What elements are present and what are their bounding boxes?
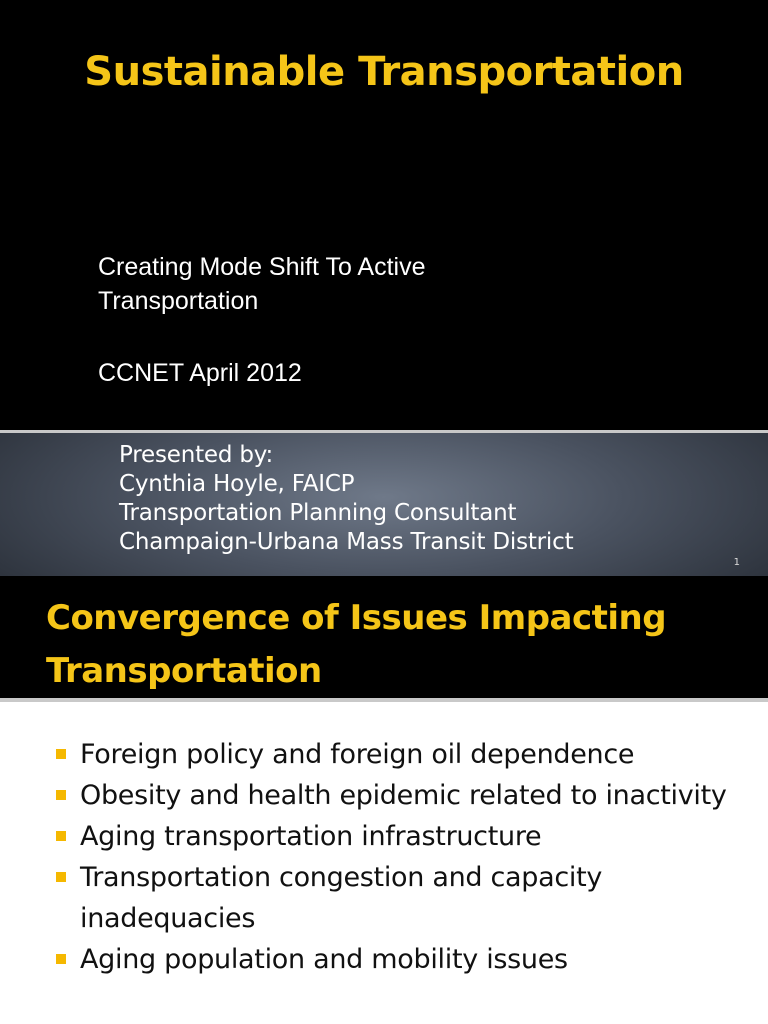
square-bullet-icon <box>56 872 66 882</box>
bullet-list <box>54 734 754 980</box>
presenter-line: Transportation Planning Consultant <box>119 500 517 526</box>
list-item <box>54 775 754 816</box>
square-bullet-icon <box>56 831 66 841</box>
list-item <box>54 816 754 857</box>
slide-2-title <box>46 592 746 698</box>
square-bullet-icon <box>56 749 66 759</box>
presenter-line: Cynthia Hoyle, FAICP <box>119 471 355 497</box>
list-item <box>54 939 754 980</box>
presenter-info <box>119 441 573 557</box>
list-item <box>54 857 754 939</box>
presenter-line: Champaign-Urbana Mass Transit District <box>119 529 574 555</box>
bullet-text: Obesity and health epidemic related to inactivity <box>80 780 727 811</box>
page-number: 1 <box>733 557 740 568</box>
square-bullet-icon <box>56 790 66 800</box>
title-line-1: Convergence of Issues Impacting <box>46 598 667 638</box>
bullet-text: Foreign policy and foreign oil dependence <box>80 739 635 770</box>
list-item <box>54 734 754 775</box>
presenter-line: Presented by: <box>119 442 274 468</box>
bullet-text: Aging population and mobility issues <box>80 944 568 975</box>
slide-1-subtitle <box>98 250 698 318</box>
header-divider <box>0 698 768 702</box>
slide-2 <box>0 576 768 1024</box>
event-label: CCNET April 2012 <box>98 359 302 387</box>
slide-1-title: Sustainable Transportation <box>84 49 684 95</box>
bullet-text: Transportation congestion and capacity inadequacies <box>80 862 603 934</box>
subtitle-line-2: Transportation <box>98 287 259 315</box>
title-line-2: Transportation <box>46 651 322 691</box>
presenter-band <box>0 430 768 576</box>
square-bullet-icon <box>56 954 66 964</box>
bullet-text: Aging transportation infrastructure <box>80 821 542 852</box>
subtitle-line-1: Creating Mode Shift To Active <box>98 253 426 281</box>
slide-2-header <box>0 576 768 698</box>
